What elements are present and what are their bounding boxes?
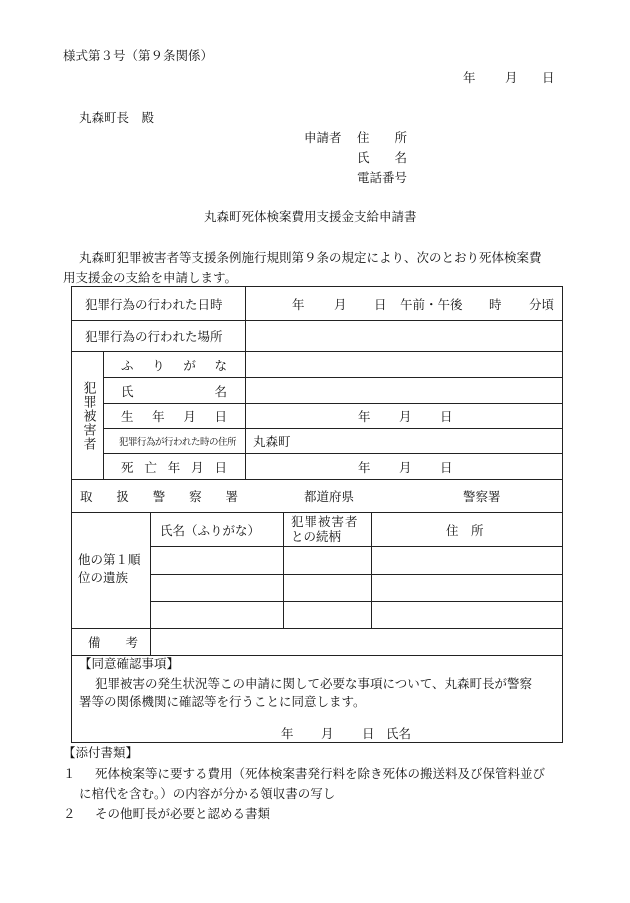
victim-group-label: 犯罪被害者: [80, 380, 96, 451]
address-at-crime-label: 犯罪行為が行われた時の住所: [119, 437, 237, 448]
crime-datetime-year: 年: [292, 296, 305, 312]
applicant-name-label: 氏 名: [357, 150, 408, 165]
death-date-label: 死 亡 年 月 日: [121, 459, 227, 475]
consent-line-2: 署等の関係機関に確認等を行うことに同意します。: [79, 694, 366, 709]
victim-name-label: 氏 名: [121, 383, 227, 399]
crime-datetime-minute: 分頃: [529, 296, 555, 312]
consent-heading: 【同意確認事項】: [79, 656, 180, 671]
attachment-1-line-2: に棺代を含む。）の内容が分かる領収書の写し: [79, 786, 336, 801]
applicant-address-label: 住 所: [357, 130, 408, 145]
heirs-col-address: 住 所: [446, 522, 484, 538]
consent-sign-month: 月: [321, 726, 334, 741]
birth-date-day: 日: [440, 409, 453, 424]
consent-sign-year: 年: [281, 726, 294, 741]
remarks-label: 備 考: [88, 635, 139, 650]
birth-date-label: 生 年 月 日: [121, 409, 227, 424]
crime-datetime-day: 日: [374, 296, 387, 312]
police-station-suffix: 警察署: [463, 489, 501, 504]
crime-place-label: 犯罪行為の行われた場所: [85, 329, 223, 344]
intro-line-1: 丸森町犯罪被害者等支援条例施行規則第９条の規定により、次のとおり死体検案費: [79, 250, 542, 265]
address-at-crime-value: 丸森町: [253, 434, 291, 449]
consent-sign-day: 日: [362, 726, 375, 741]
death-date-month: 月: [399, 459, 412, 475]
crime-datetime-ampm: 午前・午後: [400, 296, 463, 312]
intro-line-2: 用支援金の支給を申請します。: [63, 270, 238, 285]
consent-sign-name: 氏名: [386, 726, 412, 741]
attachment-1-number: １: [63, 766, 76, 781]
addressee: 丸森町長 殿: [79, 110, 155, 125]
header-date-month: 月: [505, 70, 518, 85]
death-date-year: 年: [358, 459, 371, 475]
police-prefecture: 都道府県: [304, 489, 355, 504]
heirs-label: 他の第１順 位の遺族: [78, 552, 141, 585]
attachments-heading: 【添付書類】: [63, 745, 139, 760]
applicant-phone-label: 電話番号: [357, 170, 408, 185]
heirs-col-relation: 犯罪被害者 との続柄: [291, 514, 359, 544]
form-number: 様式第３号（第９条関係）: [63, 48, 214, 63]
police-station-label: 取 扱 警 察 署: [80, 489, 238, 504]
birth-date-year: 年: [358, 409, 371, 424]
heirs-col-name: 氏名（ふりがな）: [160, 522, 261, 538]
crime-datetime-label: 犯罪行為の行われた日時: [85, 296, 223, 312]
attachment-2-text: その他町長が必要と認める書類: [95, 806, 271, 821]
death-date-day: 日: [440, 459, 453, 475]
applicant-label: 申請者: [304, 130, 342, 145]
crime-datetime-month: 月: [334, 296, 347, 312]
attachment-2-number: ２: [63, 806, 76, 821]
furigana-label: ふ り が な: [121, 357, 227, 373]
birth-date-month: 月: [399, 409, 412, 424]
document-title: 丸森町死体検案費用支援金支給申請書: [204, 209, 417, 224]
header-date-year: 年: [463, 70, 476, 85]
crime-datetime-hour: 時: [489, 296, 502, 312]
attachment-1-line-1: 死体検案等に要する費用（死体検案書発行料を除き死体の搬送料及び保管料並び: [95, 766, 546, 781]
header-date-day: 日: [542, 70, 555, 85]
consent-line-1: 犯罪被害の発生状況等この申請に関して必要な事項について、丸森町長が警察: [95, 676, 533, 691]
